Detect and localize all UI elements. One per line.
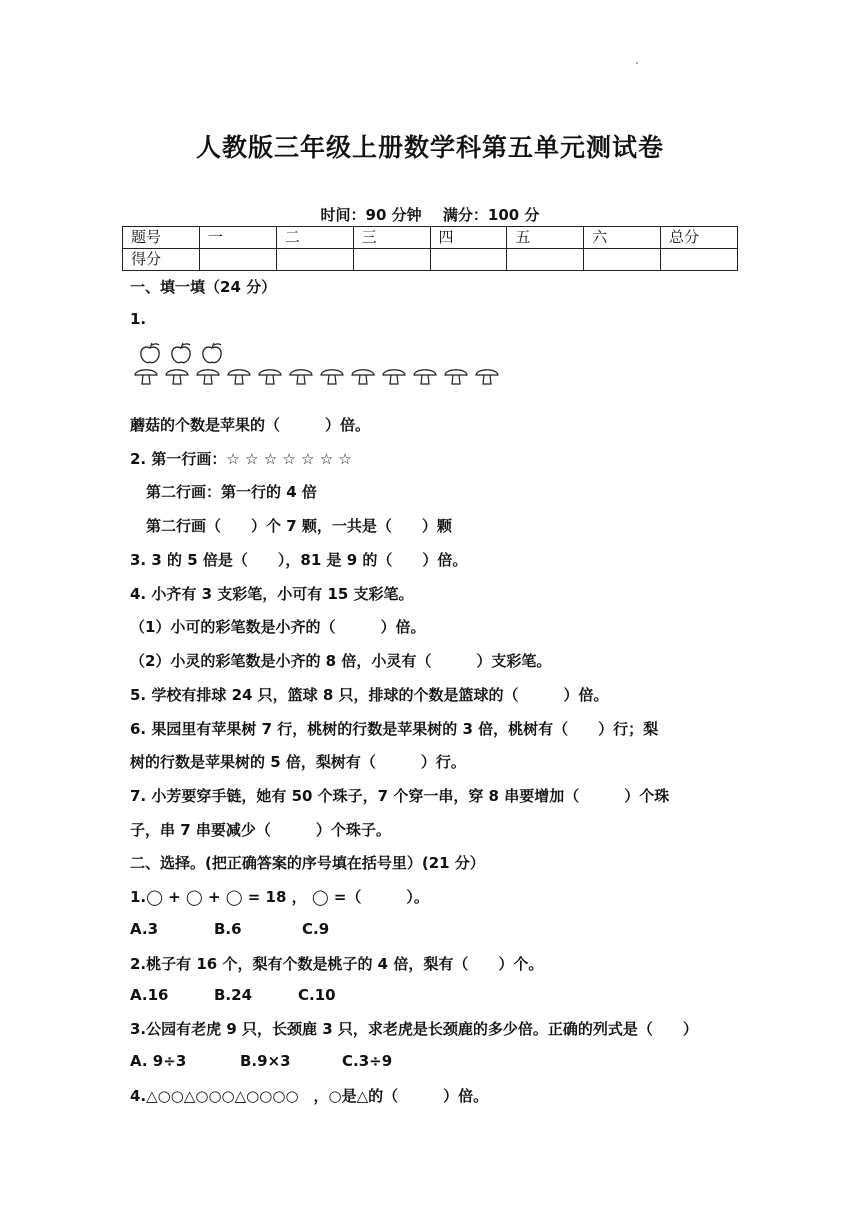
exam-meta (0, 204, 860, 225)
q7-line2: 子，串 7 串要减少（ ）个珠子。 (130, 821, 391, 839)
score-table-cell: 题号 (123, 227, 200, 249)
q3-text: 3. 3 的 5 倍是（ ），81 是 9 的（ ）倍。 (130, 551, 468, 569)
mushroom-icon (290, 370, 312, 384)
score-input-cell[interactable] (353, 249, 430, 271)
score-table-cell: 四 (430, 227, 507, 249)
score-row-label: 得分 (123, 249, 200, 271)
option-a[interactable]: A.3 (130, 920, 159, 938)
s2-q2-options (130, 986, 336, 1004)
score-input-cell[interactable] (507, 249, 584, 271)
page-title: 人教版三年级上册数学科第五单元测试卷 (195, 133, 664, 162)
mushroom-icon (228, 370, 250, 384)
option-b[interactable]: B.6 (214, 920, 242, 938)
apple-icon (172, 343, 190, 363)
option-a[interactable]: A. 9÷3 (130, 1052, 187, 1070)
mushroom-icon (135, 370, 157, 384)
time-label: 时间：90 分钟 (320, 206, 422, 224)
s2-q3-text: 3.公园有老虎 9 只，长颈鹿 3 只，求老虎是长颈鹿的多少倍。正确的列式是（ ） (130, 1020, 698, 1038)
mushroom-icon (383, 370, 405, 384)
s2-q4-text: 4.△○○△○○○△○○○○ ，○是△的（ ）倍。 (130, 1087, 489, 1105)
option-c[interactable]: C.9 (302, 920, 330, 938)
score-input-cell[interactable] (199, 249, 276, 271)
option-c[interactable]: C.10 (298, 986, 336, 1004)
mushroom-icon (166, 370, 188, 384)
score-table-cell: 五 (507, 227, 584, 249)
apple-row (141, 343, 221, 363)
option-b[interactable]: B.24 (214, 986, 253, 1004)
q2-line3: 第二行画（ ）个 7 颗，一共是（ ）颗 (146, 517, 452, 535)
apple-icon (141, 343, 159, 363)
mushroom-icon (321, 370, 343, 384)
option-a[interactable]: A.16 (130, 986, 169, 1004)
q4-sub1: （1）小可的彩笔数是小齐的（ ）倍。 (130, 618, 426, 636)
s2-q1-text: 1.◯ + ◯ + ◯ = 18 ， ◯ =（ ）。 (130, 888, 429, 906)
score-table-cell: 二 (276, 227, 353, 249)
s2-q1-options (130, 920, 329, 938)
q2-line2: 第二行画：第一行的 4 倍 (146, 483, 317, 501)
score-input-cell[interactable] (661, 249, 738, 271)
q4-sub2: （2）小灵的彩笔数是小齐的 8 倍，小灵有（ ）支彩笔。 (130, 652, 552, 670)
score-table-cell: 一 (199, 227, 276, 249)
q5-text: 5. 学校有排球 24 只，篮球 8 只，排球的个数是篮球的（ ）倍。 (130, 686, 609, 704)
score-input-cell[interactable] (276, 249, 353, 271)
score-table-cell: 总分 (661, 227, 738, 249)
mushroom-icon (445, 370, 467, 384)
mushroom-icon (352, 370, 374, 384)
score-table (122, 226, 738, 271)
mushroom-icon (197, 370, 219, 384)
apples-mushrooms-picture (134, 338, 504, 394)
mushroom-row (135, 370, 498, 384)
mushroom-icon (476, 370, 498, 384)
q4-text: 4. 小齐有 3 支彩笔，小可有 15 支彩笔。 (130, 585, 414, 603)
apple-icon (203, 343, 221, 363)
q1-number: 1. (130, 310, 147, 328)
score-table-header-row (123, 227, 738, 249)
q7-line1: 7. 小芳要穿手链，她有 50 个珠子，7 个穿一串，穿 8 串要增加（ ）个珠 (130, 787, 670, 805)
mushroom-icon (414, 370, 436, 384)
score-table-score-row (123, 249, 738, 271)
score-table-cell: 六 (584, 227, 661, 249)
mushroom-icon (259, 370, 281, 384)
full-score-label: 满分：100 分 (442, 206, 540, 224)
q6-line2: 树的行数是苹果树的 5 倍，梨树有（ ）行。 (130, 753, 466, 771)
option-c[interactable]: C.3÷9 (342, 1052, 393, 1070)
q1-text: 蘑菇的个数是苹果的（ ）倍。 (130, 416, 371, 434)
s2-q3-options (130, 1052, 392, 1070)
score-input-cell[interactable] (430, 249, 507, 271)
section1-heading: 一、填一填（24 分） (130, 278, 277, 296)
option-b[interactable]: B.9×3 (240, 1052, 291, 1070)
score-table-cell: 三 (353, 227, 430, 249)
s2-q2-text: 2.桃子有 16 个，梨有个数是桃子的 4 倍，梨有（ ）个。 (130, 955, 544, 973)
section2-heading: 二、选择。(把正确答案的序号填在括号里）(21 分） (130, 854, 485, 872)
scan-speck (636, 62, 638, 64)
q6-line1: 6. 果园里有苹果树 7 行，桃树的行数是苹果树的 3 倍，桃树有（ ）行；梨 (130, 720, 659, 738)
q2-line1: 2. 第一行画：☆ ☆ ☆ ☆ ☆ ☆ ☆ (130, 450, 352, 468)
score-input-cell[interactable] (584, 249, 661, 271)
